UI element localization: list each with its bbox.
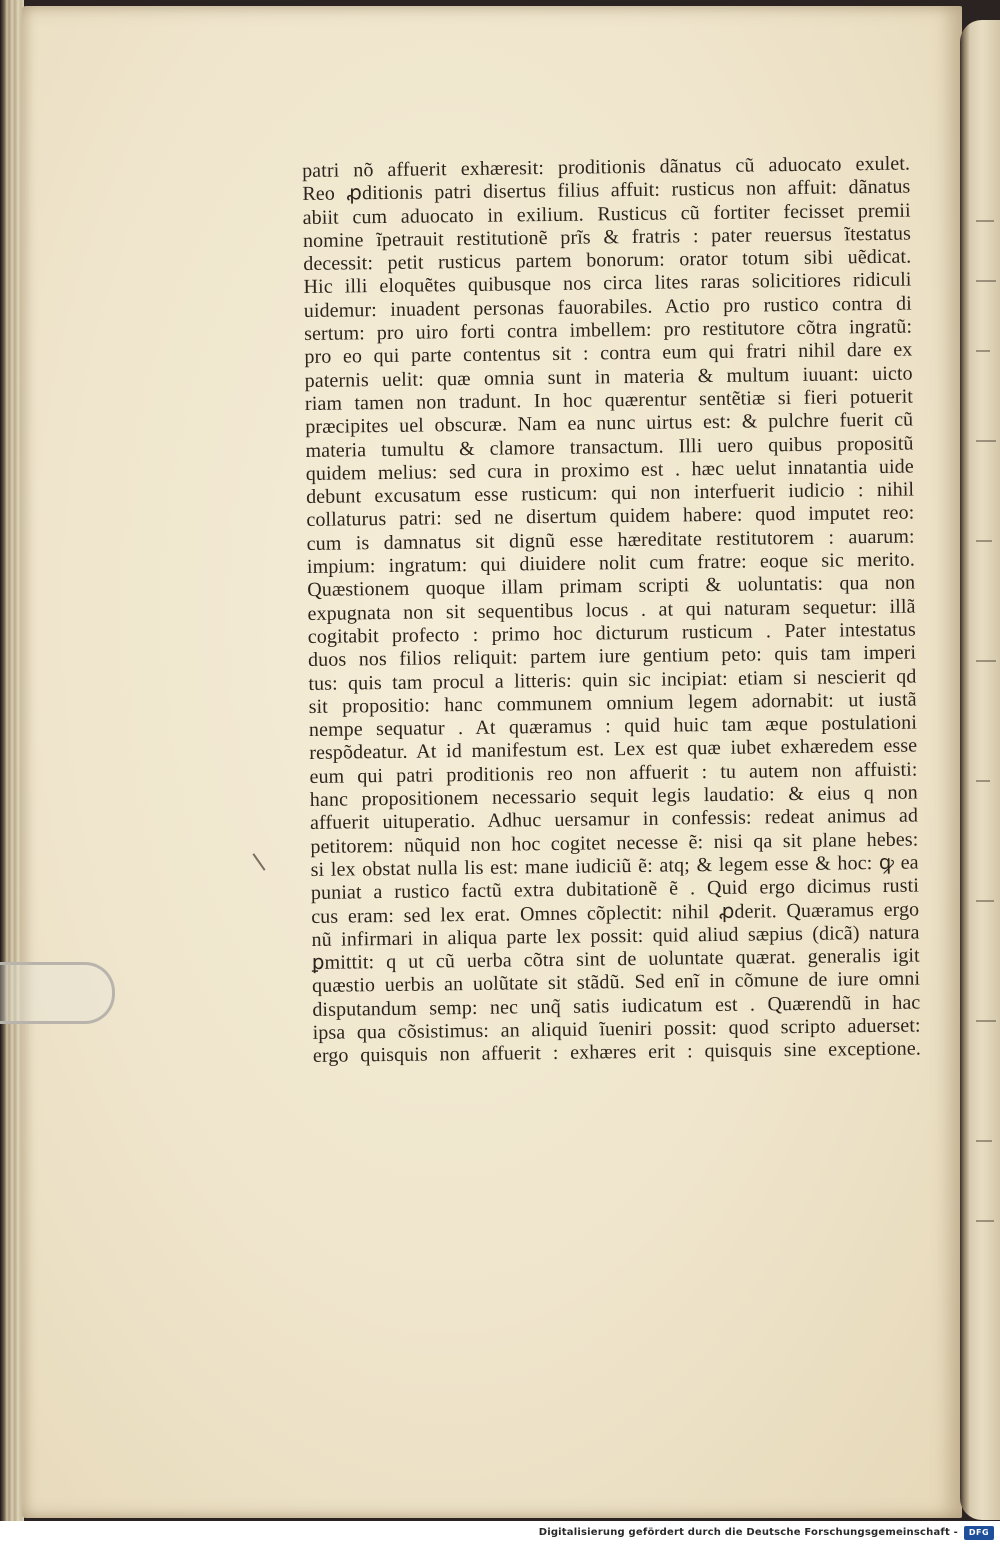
facing-page-text-trace bbox=[976, 1220, 994, 1222]
text-line: pro eo qui parte contentus sit : contra eum qui fratri nihil dare ex bbox=[304, 338, 913, 369]
digitization-footer bbox=[0, 1521, 1000, 1547]
text-line: hanc propositionem necessario sequit legis laudatio: & eius q non bbox=[309, 781, 918, 811]
text-line: decessit: petit rusticus partem bonorum: orator totum sibi uẽdicat. bbox=[303, 245, 912, 276]
text-line: uidemur: inuadent personas fauorabiles. Actio pro rustico contra di bbox=[303, 292, 912, 322]
text-line: paternis uelit: quæ omnia sunt in materia & multum iuuant: uicto bbox=[304, 362, 913, 392]
text-line: patri nõ affuerit exhæresit: proditionis dãnatus cũ aduocato exulet. bbox=[302, 152, 911, 182]
text-line: cus eram: sed lex erat. Omnes cõplectit: nihil ꝓderit. Quæramus ergo bbox=[311, 898, 920, 928]
text-line: quidem melius: sed cura in proximo est . hæc uelut innatantia uide bbox=[305, 455, 914, 485]
facing-page-edge bbox=[960, 20, 1000, 1520]
text-line: expugnata non sit sequentibus locus . at qui naturam sequetur: illã bbox=[307, 595, 916, 625]
facing-page-text-trace bbox=[976, 660, 996, 662]
text-line: affuerit uituperatio. Adhuc uersamur in confessis: redeat animus ad bbox=[309, 804, 919, 835]
text-line: puniat a rustico factũ extra dubitationẽ ẽ . Quid ergo dicimus rusti bbox=[310, 874, 920, 905]
text-line: collaturus patri: sed ne disertum quidem habere: quod imputet reo: bbox=[306, 501, 915, 532]
text-line: Reo ꝓditionis patri disertus filius affuit: rusticus non affuit: dãnatus bbox=[302, 175, 911, 206]
text-line: abiit cum aduocato in exilium. Rusticus cũ fortiter fecisset premii bbox=[302, 199, 911, 229]
text-line: tus: quis tam procul a litteris: quin sic incipiat: etiam si nescierit qd bbox=[308, 665, 917, 695]
facing-page-text-trace bbox=[976, 780, 990, 782]
text-line: riam tamen non tradunt. In hoc quærentur sentẽtiæ si fieri potuerit bbox=[304, 385, 914, 415]
text-line: nempe sequatur . At quæramus : quid huic tam æque postulationi bbox=[308, 711, 918, 742]
paper-clip-tab bbox=[0, 962, 115, 1024]
facing-page-text-trace bbox=[976, 900, 994, 902]
facing-page-text-trace bbox=[976, 220, 994, 222]
facing-page-text-trace bbox=[976, 280, 996, 282]
facing-page-text-trace bbox=[976, 540, 992, 542]
text-line: nomine ĩpetrauit restitutionẽ prĩs & fratris : pater reuersus ĩtestatus bbox=[302, 222, 912, 252]
text-line: duos nos filios reliquit: partem iure gentium peto: quis tam imperi bbox=[307, 641, 917, 672]
facing-page-text-trace bbox=[976, 350, 990, 352]
text-line: ꝑmittit: q ut cũ uerba cõtra sint de uoluntate quærat. generalis igit bbox=[311, 944, 920, 975]
facing-page-text-trace bbox=[976, 1020, 996, 1022]
incunable-text-block bbox=[302, 153, 921, 1069]
text-line: si lex obstat nulla lis est: mane iudiciũ ẽ: atq; & legem esse & hoc: ꝙ ea bbox=[310, 851, 919, 881]
footer-credit-text: Digitalisierung gefördert durch die Deutsche Forschungsgemeinschaft - bbox=[538, 1527, 958, 1538]
text-line: Quæstionem quoque illam primam scripti & uoluntatis: qua non bbox=[307, 571, 916, 602]
text-line: debunt excusatum esse rusticum: qui non interfuerit iudicio : nihil bbox=[305, 478, 915, 509]
book-block-edges bbox=[0, 0, 24, 1521]
text-line: nũ infirmari in aliqua parte lex possit: quid aliud sæpius (dicã) natura bbox=[311, 921, 920, 951]
text-line: petitorem: nũquid non hoc cogitet necesse ẽ: nisi qa sit plane hebes: bbox=[310, 828, 919, 858]
text-line: cum is damnatus sit dignũ esse hæreditate restitutorem : auarum: bbox=[306, 525, 915, 555]
text-line: Hic illi eloquẽtes quibusque nos circa lites raras solicitiores ridiculi bbox=[303, 269, 912, 299]
text-line: sit propositio: hanc communem omnium legem adornabit: ut iustã bbox=[308, 688, 917, 718]
text-line: ergo quisquis non affuerit : exhæres erit : quisquis sine exceptione. bbox=[312, 1037, 922, 1068]
facing-page-text-trace bbox=[976, 1140, 992, 1142]
text-line: præcipites uel obscuræ. Nam ea nunc uirtus est: & pulchre fuerit cũ bbox=[305, 408, 914, 439]
facing-page-text-trace bbox=[976, 440, 996, 442]
text-line: materia tumultu & clamore transactum. Illi uero quibus propositũ bbox=[305, 432, 914, 462]
text-line: disputandum semp: nec unq̃ satis iudicatum est . Quærendũ in hac bbox=[312, 991, 921, 1021]
text-line: cogitabit profecto : primo hoc dicturum rusticum . Pater intestatus bbox=[307, 618, 916, 648]
text-line: impium: ingratum: qui diuidere nolit cum fratre: eoque sic merito. bbox=[306, 548, 916, 579]
text-line: sertum: pro uiro forti contra imbellem: pro restitutore cõtra ingratũ: bbox=[303, 315, 913, 346]
text-line: ipsa qua cõsistimus: an aliquid ĩueniri possit: quod scripto aduerset: bbox=[312, 1014, 921, 1044]
dfg-logo-icon: DFG bbox=[964, 1526, 994, 1540]
text-line: eum qui patri proditionis reo non affuerit : tu autem non affuisti: bbox=[309, 758, 918, 788]
text-line: respõdeatur. At id manifestum est. Lex est quæ iubet exhæredem esse bbox=[309, 734, 918, 765]
text-line: quæstio uerbis an uolũtate sit stãdũ. Sed enĩ in cõmune de iure omni bbox=[311, 967, 921, 998]
